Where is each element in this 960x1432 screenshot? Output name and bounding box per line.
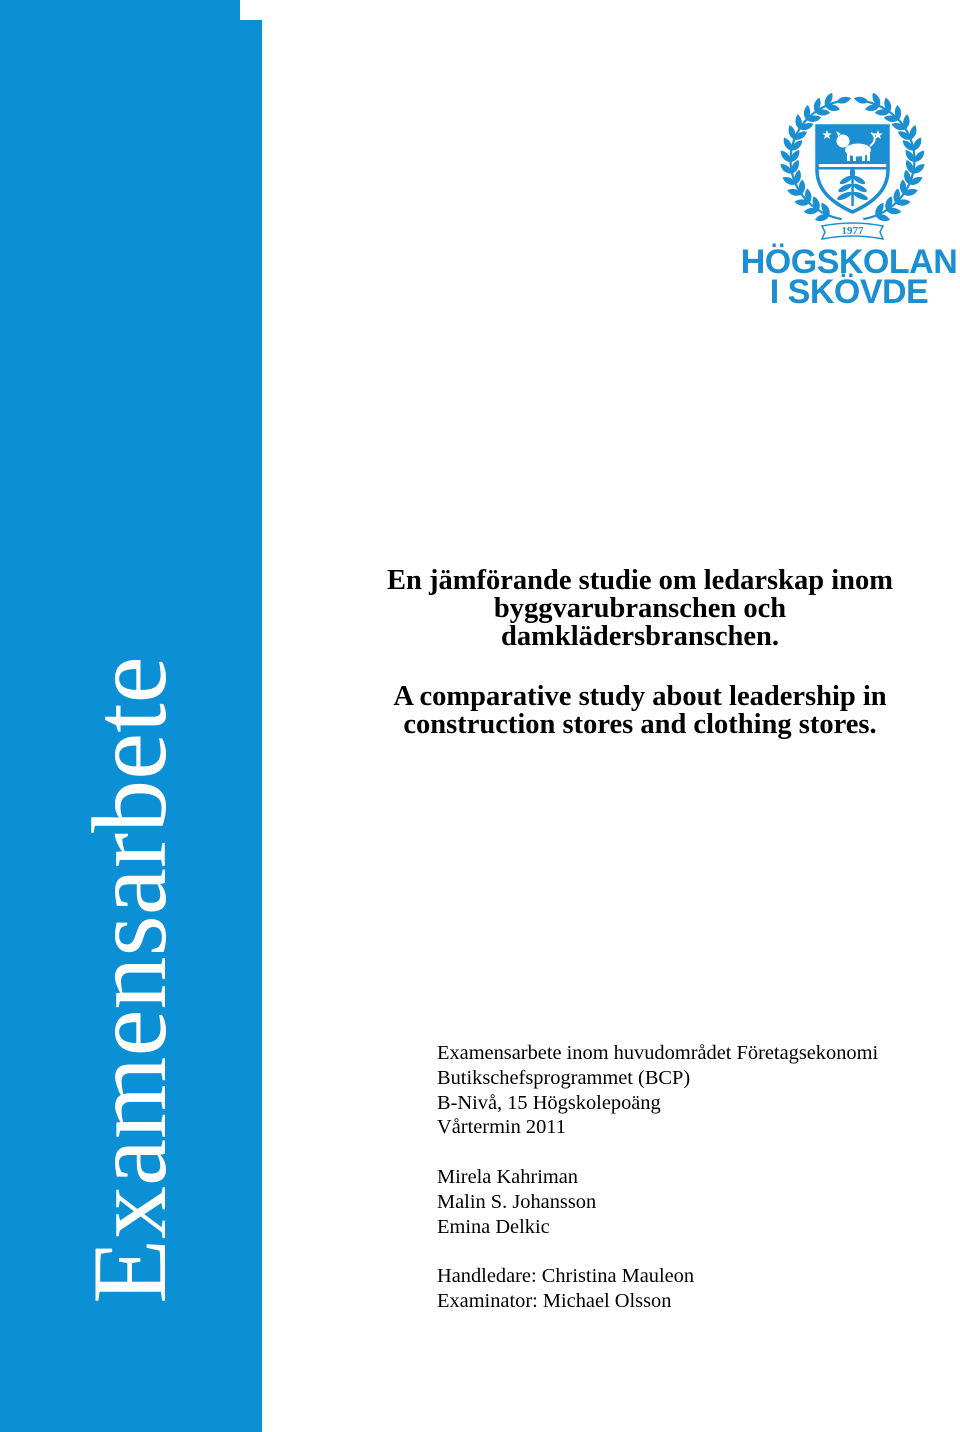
laurel-leaf xyxy=(853,95,869,105)
author-name: Emina Delkic xyxy=(437,1215,550,1238)
shield xyxy=(810,124,895,212)
title-english-line: A comparative study about leadership in xyxy=(393,681,887,712)
program-line: Examensarbete inom huvudområdet Företagsekonomi xyxy=(437,1042,879,1064)
logo-name-line2: I SKÖVDE xyxy=(769,273,929,311)
shield-upper-field xyxy=(810,124,895,164)
author-name: Mirela Kahriman xyxy=(437,1165,578,1188)
author-list xyxy=(437,1165,878,1239)
logo-year: 1977 xyxy=(841,225,864,237)
thesis-details xyxy=(437,1041,878,1314)
logo-name-line1: HÖGSKOLAN xyxy=(740,243,958,281)
title-swedish-line: damklädersbranschen. xyxy=(501,621,779,652)
title-english-line: construction stores and clothing stores. xyxy=(403,709,877,740)
author-name: Malin S. Johansson xyxy=(437,1190,597,1213)
side-band-label: Examensarbete xyxy=(71,656,188,1304)
examiner-line: Examinator: Michael Olsson xyxy=(437,1289,672,1312)
laurel-leaf xyxy=(836,95,852,105)
university-crest-icon xyxy=(770,88,935,244)
program-line: B-Nivå, 15 Högskolepoäng xyxy=(437,1091,661,1114)
program-info xyxy=(437,1041,878,1140)
band-corner-notch xyxy=(240,0,262,20)
title-swedish xyxy=(340,567,940,651)
side-band xyxy=(0,0,262,1432)
title-swedish-line: En jämförande studie om ledarskap inom xyxy=(387,565,893,596)
supervision-info xyxy=(437,1264,878,1314)
program-line: Vårtermin 2011 xyxy=(437,1116,566,1139)
title-swedish-line: byggvarubranschen och xyxy=(493,593,787,624)
supervisor-line: Handledare: Christina Mauleon xyxy=(437,1265,695,1288)
year-ribbon xyxy=(822,223,883,239)
title-english xyxy=(340,683,940,739)
program-line: Butikschefsprogrammet (BCP) xyxy=(437,1066,691,1089)
